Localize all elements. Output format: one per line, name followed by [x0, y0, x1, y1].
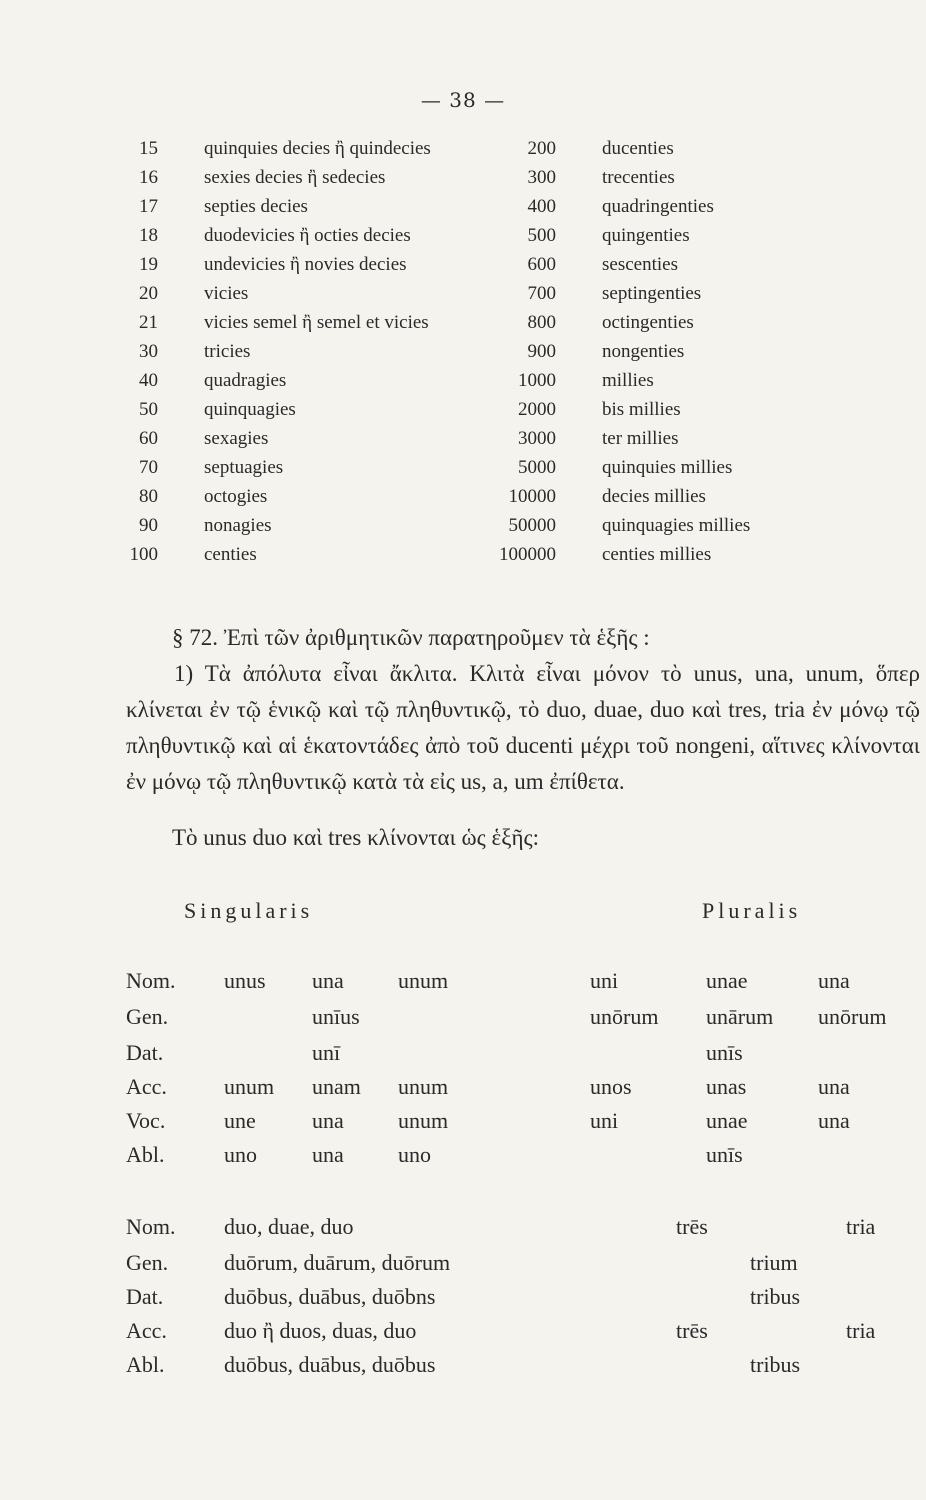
table-row	[118, 399, 818, 428]
numeral-value: 20	[139, 283, 158, 304]
case-label: Abl.	[126, 1142, 165, 1167]
numeral-value-2: 200	[527, 138, 556, 159]
numeral-adverb-2: nongenties	[602, 341, 685, 362]
numeral-adverb: vicies semel ἢ semel et vicies	[204, 312, 429, 333]
numeral-adverb-2: quadringenties	[602, 196, 714, 217]
numeral-adverb-2: trecenties	[602, 167, 675, 188]
table-row	[0, 1004, 926, 1038]
numeral-adverb: tricies	[204, 341, 251, 362]
plural-fem: unas	[706, 1074, 747, 1099]
numeral-adverb: undevicies ἢ novies decies	[204, 254, 407, 275]
table-row	[118, 544, 818, 573]
case-label: Gen.	[126, 1004, 169, 1029]
singular-fem: una	[312, 1142, 344, 1167]
singular-masc: une	[224, 1108, 256, 1133]
case-label: Acc.	[126, 1318, 167, 1343]
tres-all: trium	[750, 1250, 798, 1275]
numeral-adverb-2: millies	[602, 370, 654, 391]
plural-fem: unārum	[706, 1004, 774, 1029]
tres-masc-fem: trēs	[676, 1318, 708, 1343]
numeral-adverb: duodevicies ἢ octies decies	[204, 225, 411, 246]
numeral-adverb-table	[118, 138, 818, 573]
table-row	[0, 1108, 926, 1142]
section-heading: § 72. Ἐπὶ τῶν ἀριθμητικῶν παρατηροῦμεν τὰ ἑξῆς :	[172, 625, 650, 650]
plural-masc: unos	[590, 1074, 632, 1099]
numeral-value: 15	[139, 138, 158, 159]
numeral-adverb-2: octingenties	[602, 312, 694, 333]
plural-masc: uni	[590, 968, 619, 993]
numeral-adverb: octogies	[204, 486, 268, 507]
table-row	[0, 968, 926, 1002]
numeral-adverb: vicies	[204, 283, 249, 304]
plural-neut: una	[818, 1074, 850, 1099]
tres-masc-fem: trēs	[676, 1214, 708, 1239]
header-pluralis: Pluralis	[702, 898, 802, 923]
numeral-adverb-2: quingenties	[602, 225, 690, 246]
table-row	[118, 254, 818, 283]
singular-fem: una	[312, 968, 344, 993]
singular-fem: unī	[312, 1040, 341, 1065]
numeral-adverb: septuagies	[204, 457, 284, 478]
table-row	[118, 283, 818, 312]
paragraph-declension-rule: 1) Τὰ ἀπόλυτα εἶναι ἄκλιτα. Κλιτὰ εἶναι μόνον τὸ unus, una, unum, ὅπερ κλίνεται ἐν τῷ ἑνικῷ καὶ τῷ πληθυντικῷ, τὸ duo, duae, duo καὶ tres, tria ἐν μόνῳ τῷ πληθυντικῷ καὶ αἱ ἑκατοντάδες ἀπὸ τοῦ ducenti μέχρι τοῦ nongeni, αἵτινες κλίνονται ἐν μόνῳ τῷ πληθυντικῷ κατὰ τὰ εἰς us, a, um ἐπίθετα.	[126, 661, 920, 794]
tres-all: tribus	[750, 1352, 801, 1377]
table-row	[118, 196, 818, 225]
numeral-adverb: nonagies	[204, 515, 272, 536]
numeral-value-2: 2000	[518, 399, 556, 420]
numeral-value-2: 700	[527, 283, 556, 304]
duo-forms: duōbus, duābus, duōbns	[224, 1284, 436, 1309]
numeral-adverb-2: ter millies	[602, 428, 679, 449]
case-label: Nom.	[126, 1214, 176, 1239]
table-row	[118, 225, 818, 254]
singular-neut: unum	[398, 1108, 449, 1133]
duo-forms: duōrum, duārum, duōrum	[224, 1250, 451, 1275]
table-row	[0, 1214, 926, 1248]
numeral-value: 18	[139, 225, 158, 246]
table-row	[0, 1318, 926, 1352]
case-label: Gen.	[126, 1250, 169, 1275]
table-row	[0, 1352, 926, 1386]
paragraph-declension-intro: Τὸ unus duo καὶ tres κλίνονται ὡς ἑξῆς:	[172, 825, 539, 850]
case-label: Dat.	[126, 1284, 164, 1309]
duo-forms: duōbus, duābus, duōbus	[224, 1352, 436, 1377]
plural-neut: unōrum	[818, 1004, 887, 1029]
tres-neut: tria	[846, 1318, 876, 1343]
header-singularis: Singularis	[184, 898, 314, 923]
numeral-value-2: 3000	[518, 428, 556, 449]
table-row	[118, 457, 818, 486]
table-row	[0, 1040, 926, 1074]
numeral-value: 50	[139, 399, 158, 420]
singular-fem: unam	[312, 1074, 361, 1099]
page-number: — 38 —	[420, 88, 506, 112]
plural-masc: unōrum	[590, 1004, 659, 1029]
singular-masc: unum	[224, 1074, 275, 1099]
table-row	[118, 515, 818, 544]
numeral-adverb-2: sescenties	[602, 254, 678, 275]
table-row	[0, 1142, 926, 1176]
singular-neut: unum	[398, 1074, 449, 1099]
plural-masc: uni	[590, 1108, 619, 1133]
numeral-value-2: 1000	[518, 370, 556, 391]
numeral-value-2: 600	[527, 254, 556, 275]
numeral-adverb: quadragies	[204, 370, 287, 391]
table-row	[118, 138, 818, 167]
numeral-adverb: quinquagies	[204, 399, 296, 420]
case-label: Nom.	[126, 968, 176, 993]
case-label: Dat.	[126, 1040, 164, 1065]
numeral-adverb-2: quinquagies millies	[602, 515, 751, 536]
numeral-adverb: septies decies	[204, 196, 308, 217]
numeral-value: 40	[139, 370, 158, 391]
singular-neut: unum	[398, 968, 449, 993]
table-row	[0, 1074, 926, 1108]
numeral-value-2: 500	[527, 225, 556, 246]
singular-masc: uno	[224, 1142, 257, 1167]
numeral-adverb: quinquies decies ἢ quindecies	[204, 138, 431, 159]
singular-fem: unīus	[312, 1004, 360, 1029]
case-label: Acc.	[126, 1074, 167, 1099]
duo-forms: duo ἢ duos, duas, duo	[224, 1318, 417, 1343]
table-row	[0, 1284, 926, 1318]
table-row	[118, 428, 818, 457]
numeral-value-2: 900	[527, 341, 556, 362]
tres-all: tribus	[750, 1284, 801, 1309]
numeral-adverb-2: quinquies millies	[602, 457, 733, 478]
case-label: Voc.	[126, 1108, 166, 1133]
plural-neut: una	[818, 1108, 850, 1133]
singular-neut: uno	[398, 1142, 431, 1167]
numeral-adverb: centies	[204, 544, 257, 565]
numeral-adverb-2: decies millies	[602, 486, 706, 507]
singular-masc: unus	[224, 968, 266, 993]
numeral-value: 70	[139, 457, 158, 478]
table-row	[118, 167, 818, 196]
numeral-value: 17	[139, 196, 158, 217]
numeral-value-2: 400	[527, 196, 556, 217]
numeral-value: 21	[139, 312, 158, 333]
plural-fem: unīs	[706, 1142, 743, 1167]
plural-fem: unae	[706, 1108, 748, 1133]
numeral-value-2: 300	[527, 167, 556, 188]
numeral-value: 80	[139, 486, 158, 507]
duo-forms: duo, duae, duo	[224, 1214, 354, 1239]
table-row	[118, 370, 818, 399]
table-row	[118, 486, 818, 515]
numeral-value: 30	[139, 341, 158, 362]
numeral-adverb-2: centies millies	[602, 544, 712, 565]
numeral-value-2: 50000	[508, 515, 556, 536]
numeral-adverb-2: septingenties	[602, 283, 702, 304]
numeral-value-2: 10000	[508, 486, 556, 507]
numeral-value: 19	[139, 254, 158, 275]
numeral-value-2: 5000	[518, 457, 556, 478]
table-row	[0, 1250, 926, 1284]
numeral-value: 90	[139, 515, 158, 536]
table-row	[118, 341, 818, 370]
case-label: Abl.	[126, 1352, 165, 1377]
numeral-value: 16	[139, 167, 158, 188]
numeral-adverb-2: bis millies	[602, 399, 681, 420]
tres-neut: tria	[846, 1214, 876, 1239]
numeral-value: 100	[129, 544, 158, 565]
numeral-value-2: 800	[527, 312, 556, 333]
singular-fem: una	[312, 1108, 344, 1133]
numeral-adverb: sexagies	[204, 428, 269, 449]
numeral-value: 60	[139, 428, 158, 449]
plural-fem: unae	[706, 968, 748, 993]
plural-neut: una	[818, 968, 850, 993]
numeral-value-2: 100000	[499, 544, 556, 565]
table-row	[118, 312, 818, 341]
numeral-adverb: sexies decies ἢ sedecies	[204, 167, 386, 188]
plural-fem: unīs	[706, 1040, 743, 1065]
numeral-adverb-2: ducenties	[602, 138, 674, 159]
